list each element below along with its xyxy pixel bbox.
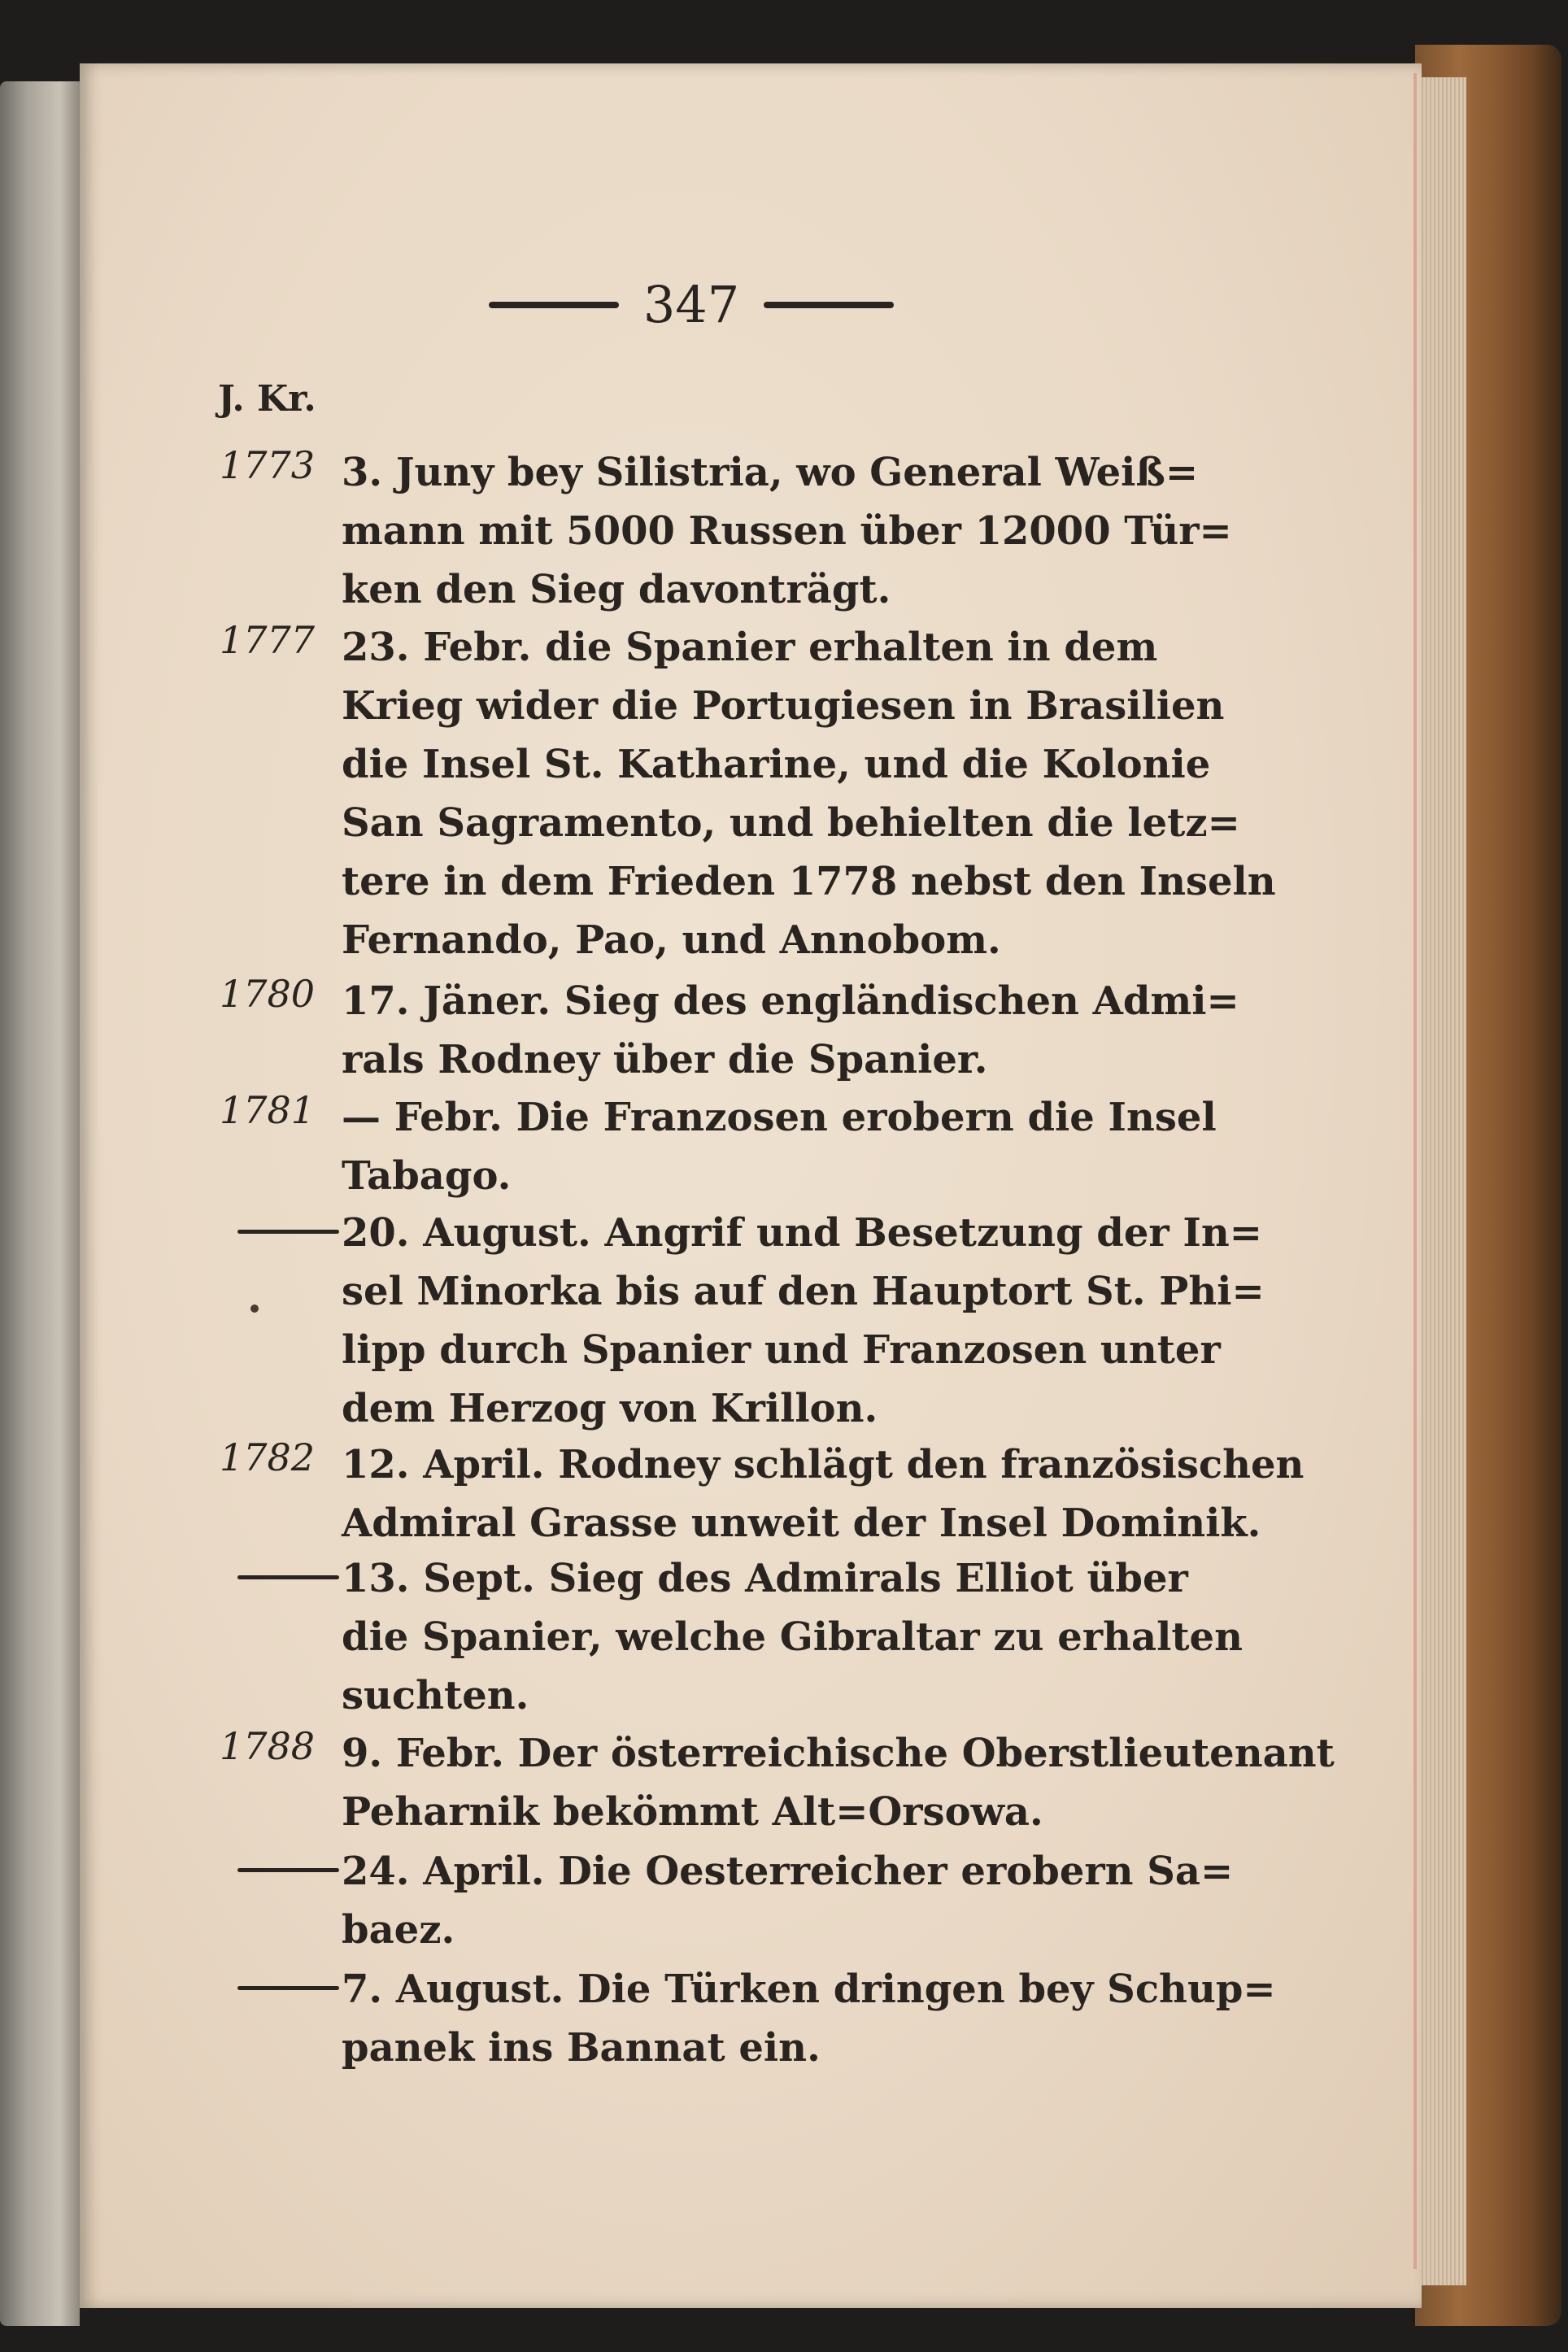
entry-year: 1773	[220, 443, 316, 487]
ink-spot	[250, 1304, 259, 1313]
chronology-entry	[220, 1842, 1234, 1959]
page-stack-edge	[1419, 77, 1466, 2285]
entry-text	[342, 1724, 1335, 1841]
entry-year: 1780	[220, 972, 316, 1016]
entry-text-line: — Febr. Die Franzosen erobern die Insel	[342, 1095, 1217, 1140]
entry-text-line: Peharnik bekömmt Alt=Orsowa.	[342, 1789, 1043, 1835]
chronology-entry	[220, 443, 1232, 619]
entry-text-line: baez.	[342, 1907, 455, 1953]
ditto-dash	[237, 1986, 339, 1990]
entry-text-line: 17. Jäner. Sieg des engländischen Admi=	[342, 978, 1239, 1024]
entry-text	[342, 618, 1276, 969]
entry-text-line: suchten.	[342, 1673, 529, 1718]
entry-text-line: 23. Febr. die Spanier erhalten in dem	[342, 625, 1158, 670]
entry-text	[342, 1842, 1234, 1959]
entry-text-line: 9. Febr. Der österreichische Oberstlieutenant	[342, 1731, 1335, 1776]
page-margin-rule	[1413, 73, 1417, 2269]
entry-text-line: 3. Juny bey Silistria, wo General Weiß=	[342, 450, 1199, 495]
entry-text-line: sel Minorka bis auf den Hauptort St. Phi=	[342, 1269, 1265, 1314]
chronology-entry	[220, 972, 1239, 1089]
left-page-edge	[0, 81, 80, 2326]
page-number-header	[488, 275, 895, 334]
entry-text	[342, 1960, 1276, 2077]
header-rule-left	[489, 302, 619, 308]
entry-text-line: Admiral Grasse unweit der Insel Dominik.	[342, 1500, 1261, 1546]
entry-text-line: rals Rodney über die Spanier.	[342, 1037, 988, 1082]
entry-text-line: San Sagramento, und behielten die letz=	[342, 800, 1240, 846]
entry-year: 1777	[220, 618, 316, 662]
header-rule-right	[764, 302, 894, 308]
entry-text-line: panek ins Bannat ein.	[342, 2025, 821, 2071]
ditto-dash	[237, 1868, 339, 1872]
entry-year: 1781	[220, 1088, 316, 1132]
entry-text-line: die Spanier, welche Gibraltar zu erhalten	[342, 1614, 1243, 1660]
chronology-entry	[220, 1960, 1276, 2077]
entry-text	[342, 1549, 1243, 1725]
entry-year: 1782	[220, 1435, 316, 1479]
entry-text-line: 24. April. Die Oesterreicher erobern Sa=	[342, 1849, 1234, 1894]
chronology-entry	[220, 1549, 1243, 1725]
entry-text-line: mann mit 5000 Russen über 12000 Tür=	[342, 508, 1232, 554]
entry-text	[342, 1088, 1217, 1205]
chronology-entry	[220, 1088, 1217, 1205]
ditto-dash	[237, 1575, 339, 1579]
chronology-entry	[220, 1724, 1335, 1841]
ditto-dash	[237, 1230, 339, 1234]
entry-text-line: 13. Sept. Sieg des Admirals Elliot über	[342, 1556, 1188, 1601]
entry-text-line: 12. April. Rodney schlägt den französischen	[342, 1442, 1304, 1487]
entry-text-line: lipp durch Spanier und Franzosen unter	[342, 1327, 1221, 1373]
entry-text-line: 20. August. Angrif und Besetzung der In=	[342, 1210, 1262, 1256]
column-header-label: J. Kr.	[218, 378, 316, 420]
chronology-entry	[220, 1204, 1265, 1438]
entry-text-line: 7. August. Die Türken dringen bey Schup=	[342, 1967, 1276, 2012]
chronology-entry	[220, 618, 1276, 969]
entry-text-line: dem Herzog von Krillon.	[342, 1386, 878, 1431]
entry-text	[342, 972, 1239, 1089]
entry-text	[342, 443, 1232, 619]
entry-text-line: tere in dem Frieden 1778 nebst den Inseln	[342, 859, 1276, 904]
entry-text-line: Tabago.	[342, 1153, 512, 1199]
entry-text-line: Krieg wider die Portugiesen in Brasilien	[342, 683, 1225, 729]
page-number: 347	[642, 275, 740, 334]
entry-text-line: die Insel St. Katharine, und die Kolonie	[342, 742, 1211, 787]
entry-text	[342, 1204, 1265, 1438]
entry-text-line: ken den Sieg davonträgt.	[342, 567, 891, 612]
entry-text	[342, 1435, 1304, 1553]
entry-text-line: Fernando, Pao, und Annobom.	[342, 917, 1001, 963]
chronology-entry	[220, 1435, 1304, 1553]
entry-year: 1788	[220, 1724, 316, 1768]
